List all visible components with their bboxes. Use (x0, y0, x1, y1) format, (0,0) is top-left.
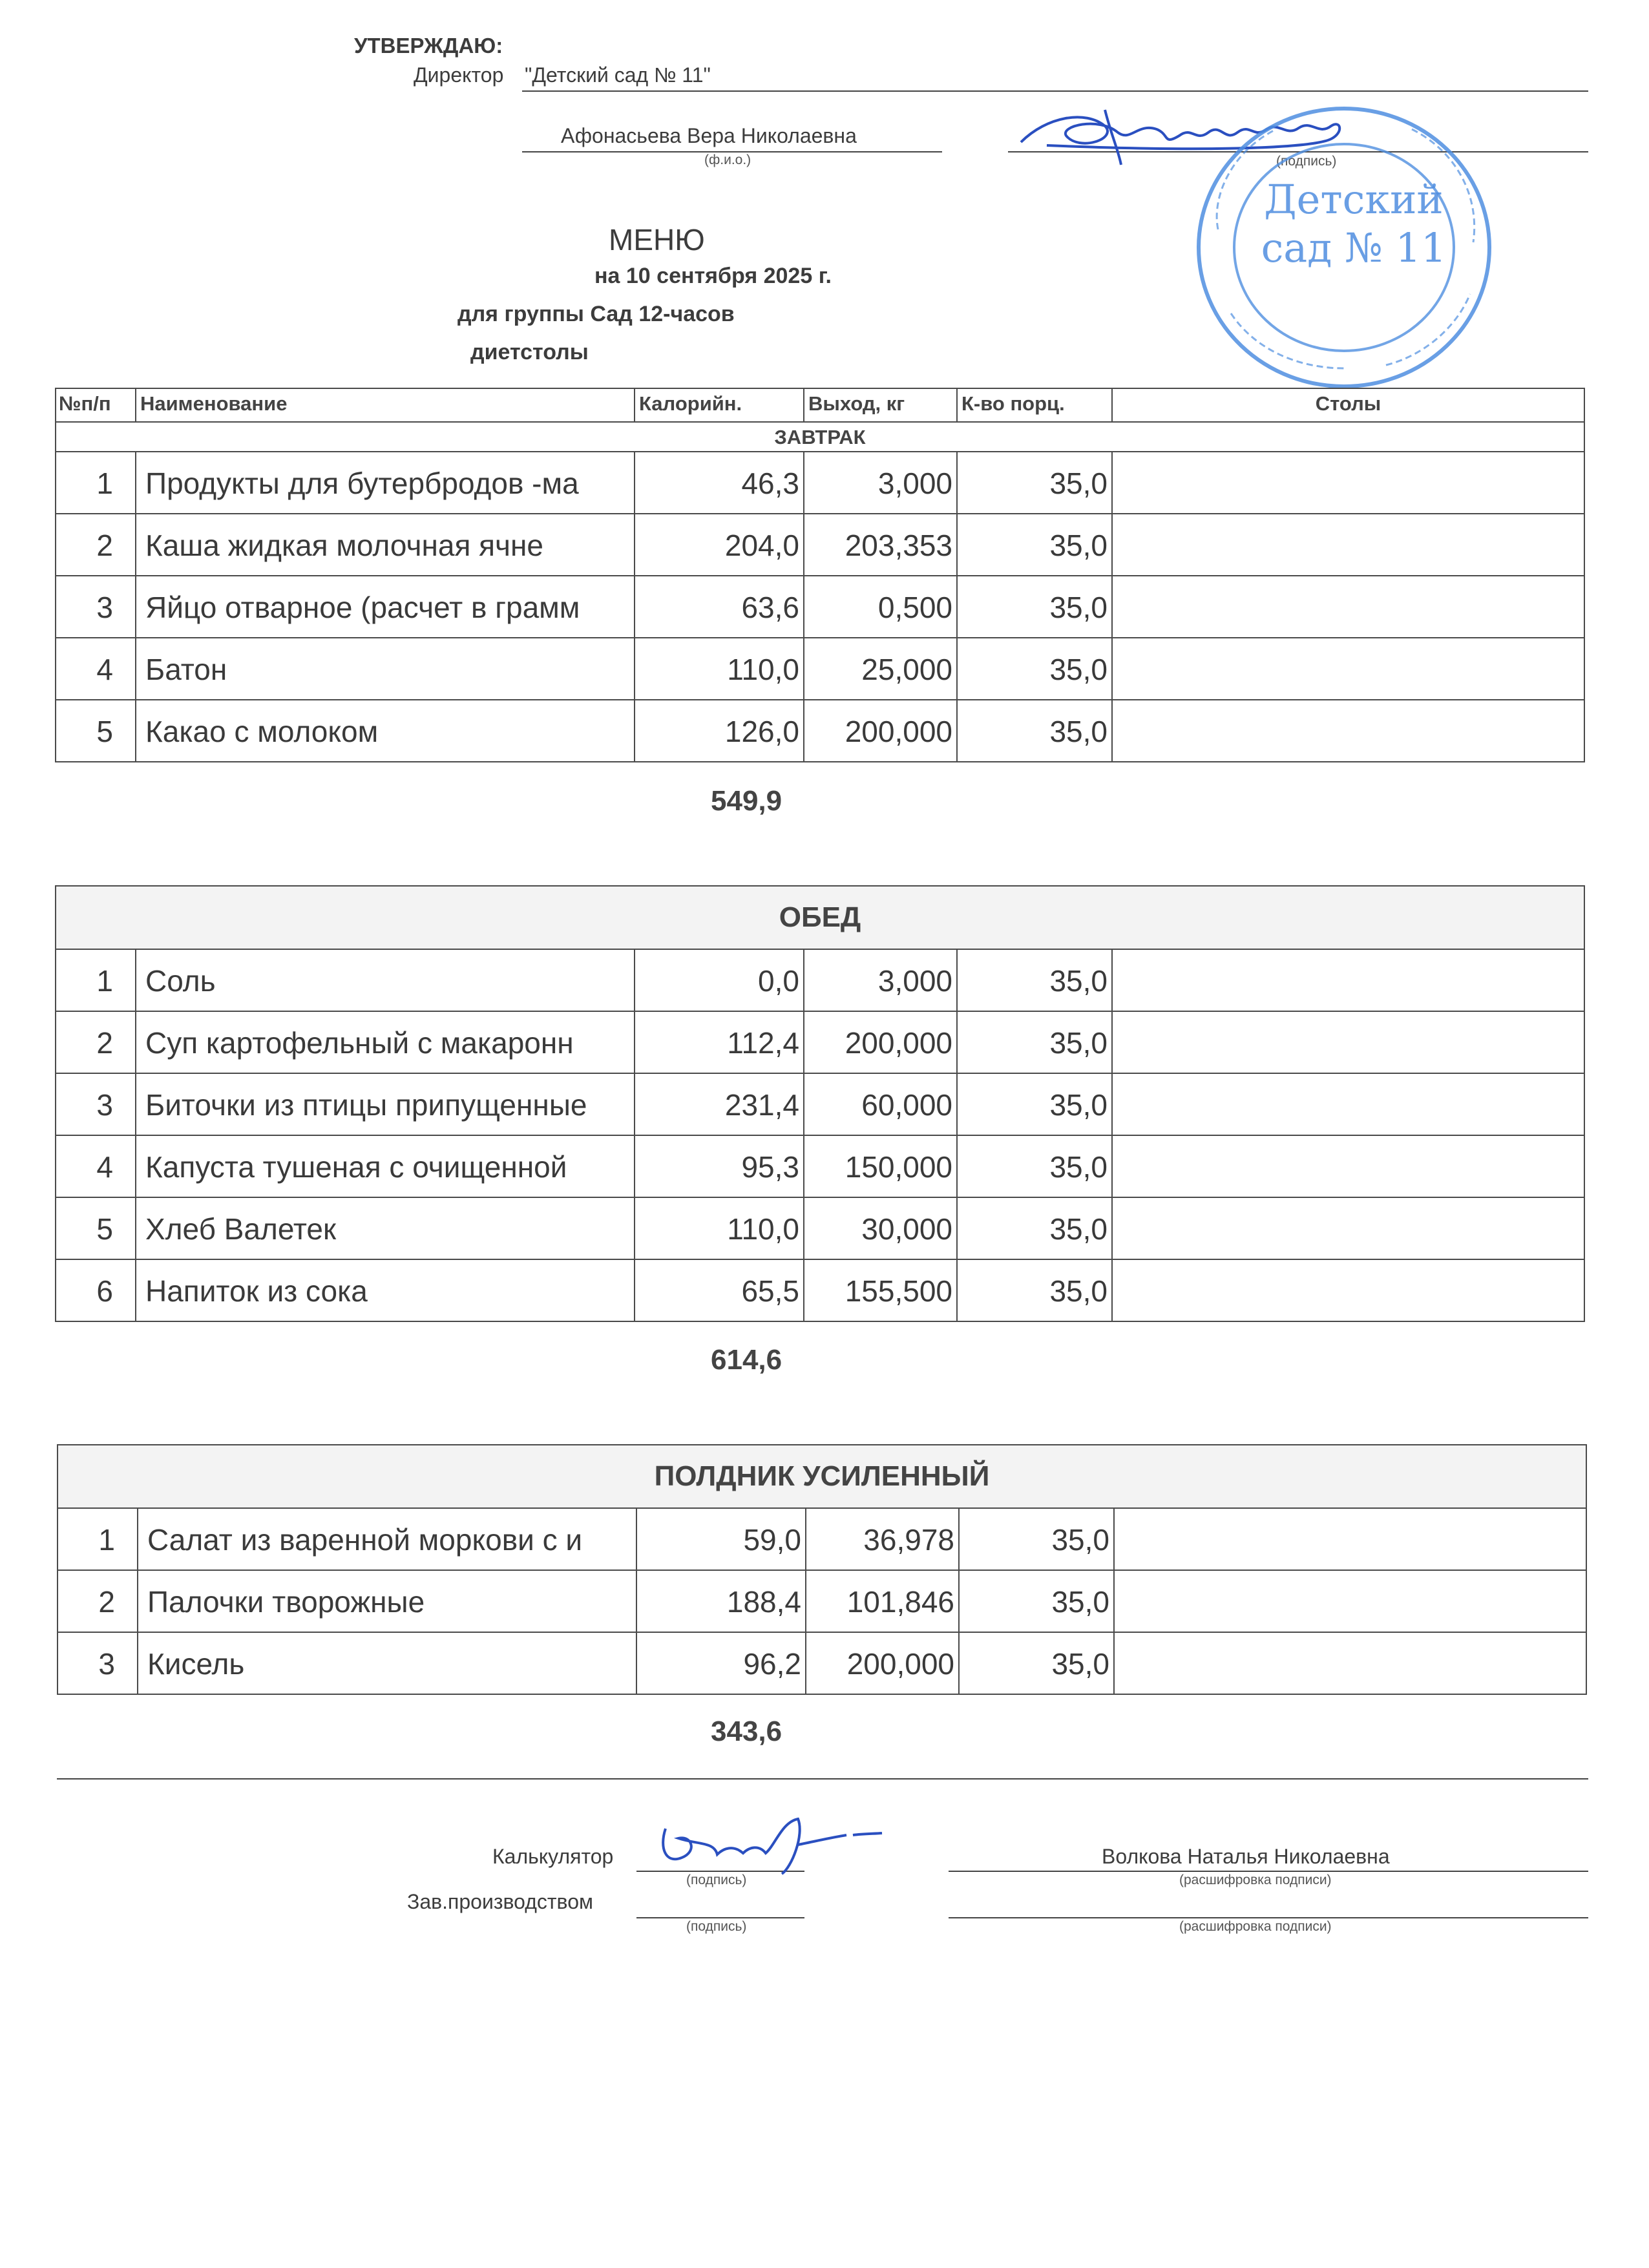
row-portions: 35,0 (956, 1074, 1111, 1135)
row-calories: 231,4 (634, 1074, 803, 1135)
row-name: Батон (135, 638, 634, 699)
row-portions: 35,0 (956, 700, 1111, 761)
row-portions: 35,0 (956, 514, 1111, 575)
row-portions: 35,0 (956, 1260, 1111, 1321)
row-tables (1113, 1633, 1586, 1694)
footer-divider (57, 1778, 1588, 1780)
row-number: 3 (98, 1647, 115, 1681)
row-number: 5 (96, 1212, 113, 1246)
row-portions: 35,0 (956, 638, 1111, 699)
col-header-portions: К-во порц. (956, 389, 1111, 421)
lunch-total: 614,6 (711, 1344, 782, 1376)
row-output: 30,000 (803, 1198, 956, 1259)
row-output: 36,978 (805, 1509, 958, 1570)
row-calories: 110,0 (634, 638, 803, 699)
row-number: 5 (96, 715, 113, 748)
col-header-tables: Столы (1111, 389, 1584, 421)
row-portions: 35,0 (956, 1198, 1111, 1259)
table-row (56, 575, 1584, 637)
row-output: 203,353 (803, 514, 956, 575)
calculator-name: Волкова Наталья Николаевна (1102, 1845, 1390, 1868)
row-number: 6 (96, 1274, 113, 1308)
row-number: 4 (96, 653, 113, 686)
calculator-decode-caption: (расшифровка подписи) (1179, 1873, 1332, 1887)
row-name: Биточки из птицы припущенные (135, 1074, 634, 1135)
breakfast-total: 549,9 (711, 785, 782, 817)
row-name: Продукты для бутербродов -ма (135, 452, 634, 513)
row-portions: 35,0 (958, 1633, 1113, 1694)
menu-diet: диетстолы (470, 340, 589, 364)
row-tables (1113, 1509, 1586, 1570)
row-name: Хлеб Валетек (135, 1198, 634, 1259)
production-sig-line (636, 1917, 804, 1918)
menu-group: для группы Сад 12-часов (457, 302, 735, 326)
row-output: 155,500 (803, 1260, 956, 1321)
row-calories: 59,0 (636, 1509, 805, 1570)
production-decode-caption: (расшифровка подписи) (1179, 1919, 1332, 1934)
fio-caption: (ф.и.о.) (704, 152, 751, 167)
row-tables (1111, 1260, 1584, 1321)
row-name: Палочки творожные (137, 1571, 636, 1632)
row-tables (1111, 1012, 1584, 1073)
row-portions: 35,0 (958, 1571, 1113, 1632)
row-portions: 35,0 (956, 1136, 1111, 1197)
row-tables (1111, 638, 1584, 699)
row-name: Кисель (137, 1633, 636, 1694)
table-row (56, 1073, 1584, 1135)
row-number: 2 (96, 1026, 113, 1060)
row-calories: 188,4 (636, 1571, 805, 1632)
row-tables (1111, 700, 1584, 761)
stamp-line2: сад № 11 (1261, 224, 1447, 271)
stamp-line1: Детский (1264, 176, 1444, 223)
row-name: Напиток из сока (135, 1260, 634, 1321)
row-name: Салат из варенной моркови с и (137, 1509, 636, 1570)
table-row (56, 637, 1584, 699)
approve-label: УТВЕРЖДАЮ: (354, 34, 503, 58)
row-number: 1 (96, 964, 113, 998)
menu-title: МЕНЮ (609, 223, 705, 257)
row-output: 3,000 (803, 452, 956, 513)
row-name: Соль (135, 950, 634, 1011)
row-output: 200,000 (805, 1633, 958, 1694)
row-calories: 46,3 (634, 452, 803, 513)
row-calories: 126,0 (634, 700, 803, 761)
row-output: 150,000 (803, 1136, 956, 1197)
row-name: Яйцо отварное (расчет в грамм (135, 576, 634, 637)
director-underline (522, 90, 1588, 92)
breakfast-table (55, 388, 1585, 762)
row-tables (1113, 1571, 1586, 1632)
table-row (56, 1011, 1584, 1073)
table-row (56, 1197, 1584, 1259)
col-header-number: №п/п (59, 392, 111, 415)
table-row (58, 1570, 1586, 1632)
row-calories: 65,5 (634, 1260, 803, 1321)
row-number: 3 (96, 591, 113, 624)
row-number: 1 (98, 1523, 115, 1557)
row-output: 60,000 (803, 1074, 956, 1135)
row-calories: 204,0 (634, 514, 803, 575)
row-portions: 35,0 (956, 576, 1111, 637)
row-number: 2 (96, 529, 113, 562)
row-output: 25,000 (803, 638, 956, 699)
table-row (56, 949, 1584, 1011)
table-row (56, 1135, 1584, 1197)
row-name: Какао с молоком (135, 700, 634, 761)
calculator-label: Калькулятор (492, 1845, 614, 1868)
table-row (56, 513, 1584, 575)
menu-date: на 10 сентября 2025 г. (594, 264, 832, 288)
organization-stamp (1192, 100, 1496, 394)
row-name: Каша жидкая молочная ячне (135, 514, 634, 575)
col-header-calories: Калорийн. (634, 389, 803, 421)
row-name: Капуста тушеная с очищенной (135, 1136, 634, 1197)
row-portions: 35,0 (956, 950, 1111, 1011)
table-header-row (56, 389, 1584, 421)
lunch-table (55, 885, 1585, 1322)
table-row (58, 1507, 1586, 1570)
production-sig-caption: (подпись) (686, 1919, 747, 1934)
snack-total: 343,6 (711, 1716, 782, 1747)
row-tables (1111, 514, 1584, 575)
row-tables (1111, 950, 1584, 1011)
row-number: 3 (96, 1088, 113, 1122)
row-number: 2 (98, 1585, 115, 1619)
row-portions: 35,0 (956, 1012, 1111, 1073)
calculator-signature (653, 1809, 911, 1880)
row-number: 4 (96, 1150, 113, 1184)
row-tables (1111, 576, 1584, 637)
signature-caption: (подпись) (1276, 154, 1337, 169)
production-name-line (949, 1917, 1588, 1918)
organization-name: "Детский сад № 11" (525, 63, 711, 87)
row-tables (1111, 1136, 1584, 1197)
section-title-breakfast: ЗАВТРАК (56, 421, 1584, 451)
row-calories: 0,0 (634, 950, 803, 1011)
row-calories: 63,6 (634, 576, 803, 637)
calculator-name-line (949, 1871, 1588, 1872)
row-name: Суп картофельный с макаронн (135, 1012, 634, 1073)
table-row (58, 1632, 1586, 1694)
row-output: 200,000 (803, 1012, 956, 1073)
col-header-name: Наименование (135, 389, 634, 421)
section-title-lunch: ОБЕД (56, 887, 1584, 949)
row-output: 200,000 (803, 700, 956, 761)
director-label: Директор (414, 63, 504, 87)
director-name: Афонасьева Вера Николаевна (561, 124, 857, 147)
row-output: 0,500 (803, 576, 956, 637)
row-number: 1 (96, 467, 113, 500)
row-portions: 35,0 (958, 1509, 1113, 1570)
row-output: 3,000 (803, 950, 956, 1011)
row-calories: 95,3 (634, 1136, 803, 1197)
col-header-output: Выход, кг (803, 389, 956, 421)
row-calories: 110,0 (634, 1198, 803, 1259)
row-portions: 35,0 (956, 452, 1111, 513)
section-title-snack: ПОЛДНИК УСИЛЕННЫЙ (58, 1445, 1586, 1507)
row-tables (1111, 1198, 1584, 1259)
row-calories: 96,2 (636, 1633, 805, 1694)
row-tables (1111, 452, 1584, 513)
calculator-sig-caption: (подпись) (686, 1873, 747, 1887)
row-calories: 112,4 (634, 1012, 803, 1073)
table-row (56, 699, 1584, 761)
table-row (56, 451, 1584, 513)
snack-table (57, 1444, 1587, 1695)
row-output: 101,846 (805, 1571, 958, 1632)
table-row (56, 1259, 1584, 1321)
row-tables (1111, 1074, 1584, 1135)
production-label: Зав.производством (407, 1890, 593, 1913)
